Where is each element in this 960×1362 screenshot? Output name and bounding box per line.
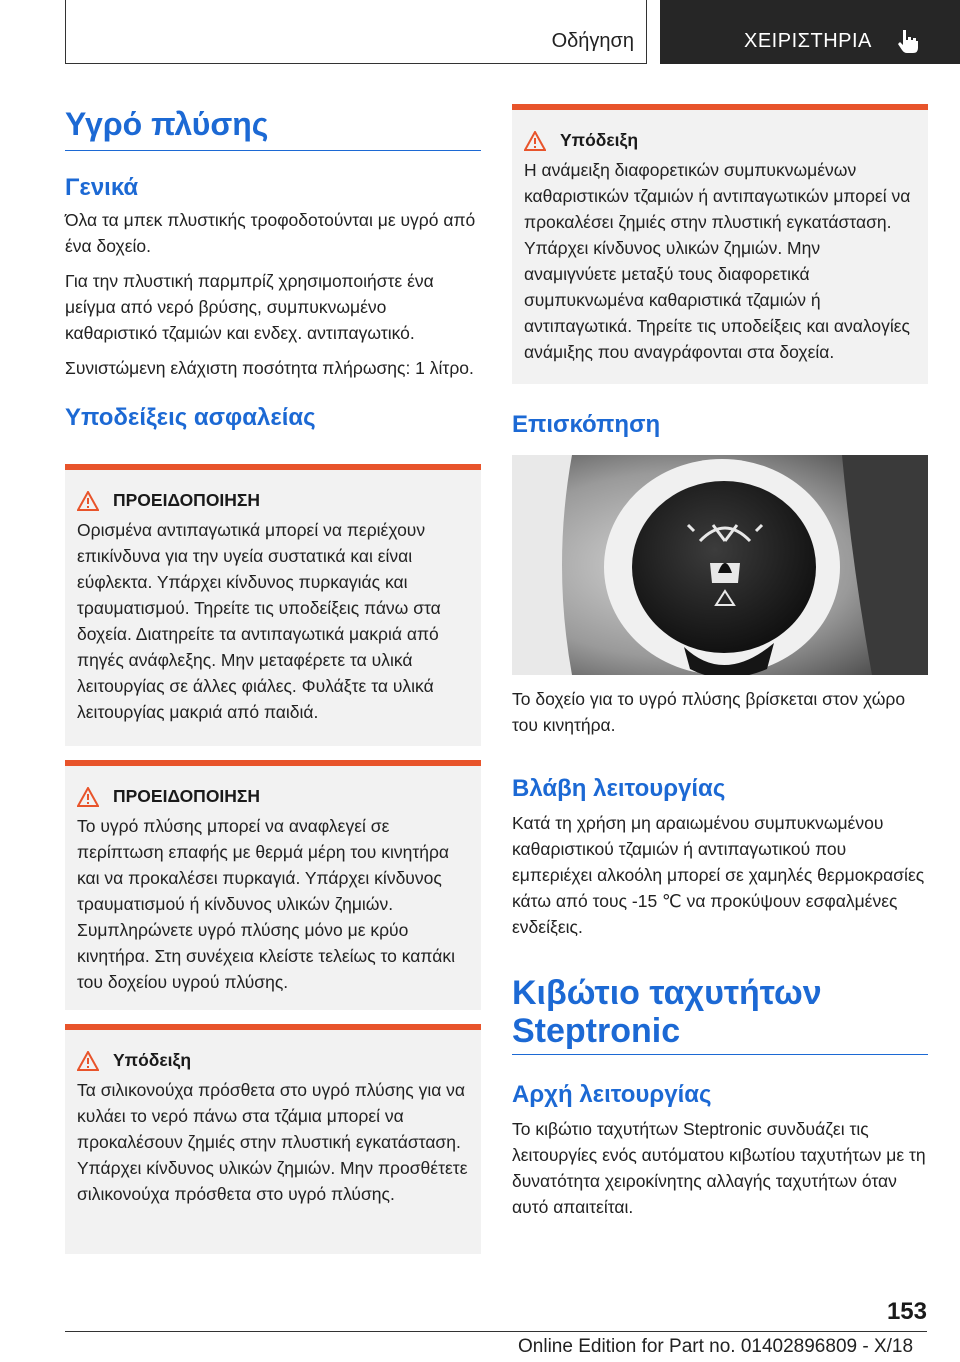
photo-caption: Το δοχείο για το υγρό πλύσης βρίσκεται στον χώρο του κινητήρα. (512, 689, 906, 735)
page-number: 153 (886, 1298, 927, 1325)
left-column (65, 104, 481, 433)
note-triangle-icon (77, 1051, 99, 1071)
general-heading: Γενικά (65, 174, 139, 201)
gearbox-title-line-2: Steptronic (512, 1012, 681, 1050)
title-rule (65, 150, 481, 151)
principle-text: Το κιβώτιο ταχυτήτων Steptronic συνδυάζει τις λειτουργίες ενός αυτόματου κιβωτίου ταχυτήτων με τη δυνατότητα χειροκίνητης αλλαγής ταχυτήτων όταν αυτό απαιτείται. (512, 1119, 926, 1217)
footer-edition: Online Edition for Part no. 01402896809 - X/18 (518, 1336, 914, 1357)
washer-reservoir-photo (512, 455, 928, 675)
overview-heading: Επισκόπηση (512, 411, 661, 438)
malfunction-heading: Βλάβη λειτουργίας (512, 775, 726, 802)
gearbox-title-line-1: Κιβώτιο ταχυτήτων (512, 974, 822, 1012)
header-section-tab (65, 0, 647, 64)
note-2-title: Υπόδειξη (560, 130, 639, 150)
warning-triangle-icon (77, 491, 99, 511)
warning-2-text: Το υγρό πλύσης μπορεί να αναφλεγεί σε περίπτωση επαφής με θερμά μέρη του κινητήρα και να προκαλέσει πυρκαγιά. Υπάρχει κίνδυνος τραυματισμού ή κίνδυνος υλικών ζημιών. Συμπληρώνετε υγρό πλύσης μόνο με κρύο κινητήρα. Στη συνέχεια κλείστε τελείως το καπάκι του δοχείου υγρού πλύσης. (77, 816, 456, 992)
general-paragraph-2: Για την πλυστική παρμπρίζ χρησιμοποιήστε ένα μείγμα από νερό βρύσης, συμπυκνωμένο καθαριστικό τζαμιών και ενδεχ. αντιπαγωτικό. (65, 271, 434, 343)
principle-heading: Αρχή λειτουργίας (512, 1081, 712, 1108)
gearbox-title-rule (512, 1054, 928, 1055)
malfunction-text: Κατά τη χρήση μη αραιωμένου συμπυκνωμένου καθαριστικού τζαμιών ή αντιπαγωτικού που εμπεριέχει αλκοόλη μπορεί σε χαμηλές θερμοκρασίες κάτω από τους -15 ℃ να προκύψουν εσφαλμένες ενδείξεις. (512, 813, 925, 937)
page-title: Υγρό πλύσης (65, 106, 269, 142)
warning-1-title: ΠΡΟΕΙΔΟΠΟΙΗΣΗ (113, 490, 261, 510)
header-section-label: Οδήγηση (551, 30, 634, 52)
header-chapter-label: ΧΕΙΡΙΣΤΗΡΙΑ (744, 30, 872, 52)
note-1-text: Τα σιλικονούχα πρόσθετα στο υγρό πλύσης για να κυλάει το νερό πάνω στα τζάμια μπορεί να προκαλέσουν ζημιές στην πλυστική εγκατάσταση. Υπάρχει κίνδυνος υλικών ζημιών. Μην προσθέτετε σιλικονούχα πρόσθετα στο υγρό πλύσης. (77, 1080, 468, 1204)
general-paragraph-1: Όλα τα μπεκ πλυστικής τροφοδοτούνται με υγρό από ένα δοχείο. (65, 210, 476, 256)
note-box-2 (512, 104, 928, 384)
note-2-text: Η ανάμειξη διαφορετικών συμπυκνωμένων καθαριστικών τζαμιών ή αντιπαγωτικών μπορεί να προκαλέσει ζημιές στην πλυστική εγκατάσταση. Υπάρχει κίνδυνος υλικών ζημιών. Μην αναμιγνύετε μεταξύ τους διαφορετικά συμπυκνωμένα καθαριστικά τζαμιών ή αντιπαγωτικά. Τηρείτε τις υποδείξεις και αναλογίες ανάμιξης που αναγράφονται στα δοχεία. (524, 160, 911, 362)
warning-box-2 (65, 760, 481, 1010)
warning-triangle-icon (77, 787, 99, 807)
note-1-title: Υπόδειξη (113, 1050, 192, 1070)
hand-pointer-icon (894, 26, 924, 56)
warning-2-title: ΠΡΟΕΙΔΟΠΟΙΗΣΗ (113, 786, 261, 806)
warning-1-text: Ορισμένα αντιπαγωτικά μπορεί να περιέχουν επικίνδυνα για την υγεία συστατικά και είναι εύφλεκτα. Υπάρχει κίνδυνος πυρκαγιάς και τραυματισμού. Τηρείτε τις υποδείξεις πάνω στα δοχεία. Διατηρείτε τα αντιπαγωτικά μακριά από πηγές ανάφλεξης. Μην μεταφέρετε τα υλικά λειτουργίας σε άλλες φιάλες. Φυλάξτε τα υλικά λειτουργίας μακριά από παιδιά. (77, 520, 441, 722)
note-triangle-icon (524, 131, 546, 151)
warning-box-1 (65, 464, 481, 746)
note-box-1 (65, 1024, 481, 1254)
general-paragraph-3: Συνιστώμενη ελάχιστη ποσότητα πλήρωσης: 1 λίτρο. (65, 358, 474, 378)
gearbox-section (512, 974, 928, 1055)
safety-heading: Υποδείξεις ασφαλείας (65, 404, 316, 431)
footer-rule (65, 1331, 927, 1332)
